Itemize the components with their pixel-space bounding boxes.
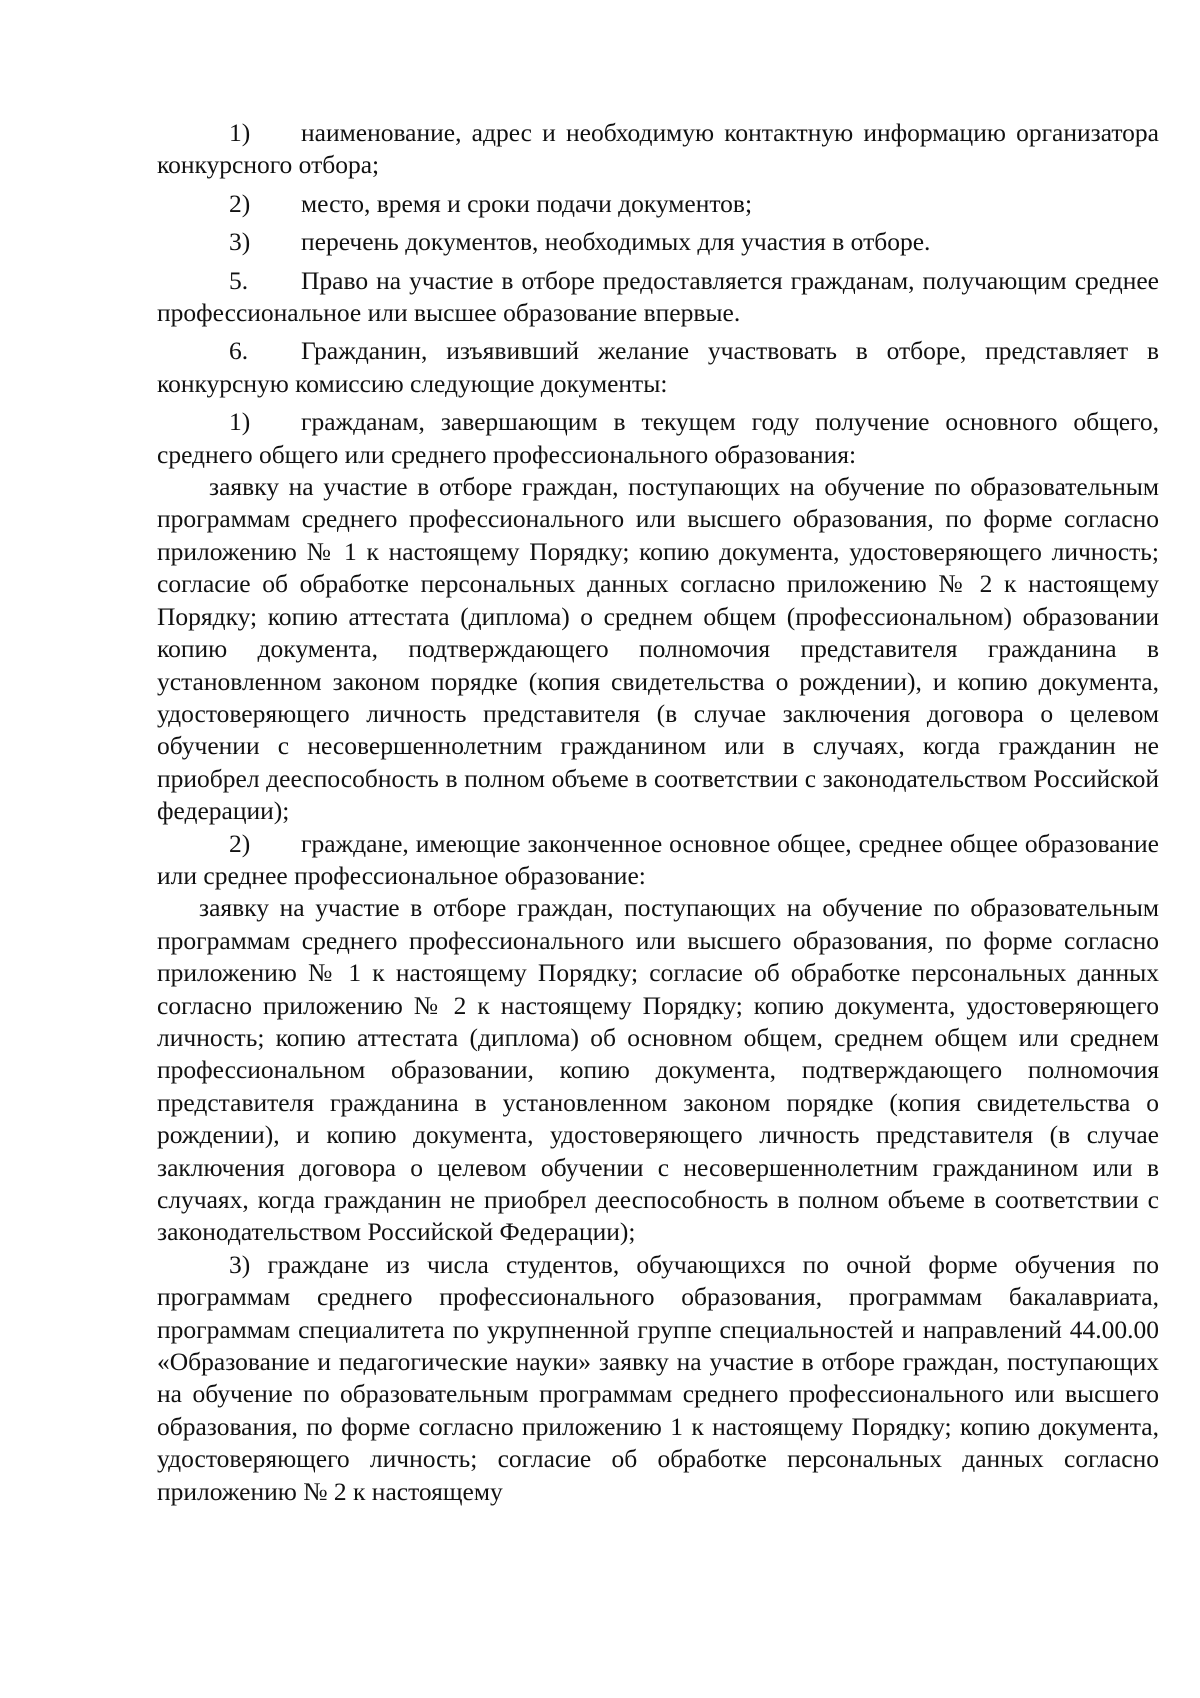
section-number: 6. <box>229 336 249 366</box>
item-number: 3) <box>229 227 251 257</box>
paragraph-section-6 <box>157 335 1159 400</box>
item-number: 2) <box>229 828 251 858</box>
item-number: 1) <box>229 118 251 147</box>
item-text: перечень документов, необходимых для участия в отборе. <box>301 227 931 257</box>
document-body <box>157 117 1159 1508</box>
section-number: 5. <box>229 265 249 295</box>
paragraph-item-3 <box>157 226 1159 258</box>
paragraph-subitem-1 <box>157 406 1159 471</box>
item-text: гражданам, завершающим в текущем году получение основного общего, среднего общего или среднего профессионального образования: <box>157 407 1159 469</box>
item-number: 2) <box>229 188 251 218</box>
item-text: граждане, имеющие законченное основное общее, среднее общее образование или среднее профессиональное образование: <box>157 828 1159 890</box>
paragraph-item-1 <box>157 117 1159 182</box>
section-text: Право на участие в отборе предоставляется гражданам, получающим среднее профессиональное или высшее образование впервые. <box>157 265 1159 328</box>
paragraph-application-1: заявку на участие в отборе граждан, поступающих на обучение по образовательным программам среднего профессионального или высшего образования, по форме согласно приложению № 1 к настоящему Порядку; копию документа, удостоверяющего личность; согласие об обработке персональных данных согласно приложению № 2 к настоящему Порядку; копию аттестата (диплома) о среднем общем (профессиональном) образовании копию документа, подтверждающего полномочия представителя гражданина в установленном законом порядке (копия свидетельства о рождении), и копию документа, удостоверяющего личность представителя (в случае заключения договора о целевом обучении с несовершеннолетним гражданином или в случаях, когда гражданин не приобрел дееспособность в полном объеме в соответствии с законодательством Российской федерации); <box>157 472 1159 826</box>
paragraph-section-5 <box>157 265 1159 330</box>
paragraph-item-2 <box>157 188 1159 220</box>
paragraph-application-2: заявку на участие в отборе граждан, поступающих на обучение по образовательным программам среднего профессионального или высшего образования, по форме согласно приложению № 1 к настоящему Порядку; согласие об обработке персональных данных согласно приложению № 2 к настоящему Порядку; копию документа, удостоверяющего личность; копию аттестата (диплома) об основном общем, среднем общем или среднем профессиональном образовании, копию документа, подтверждающего полномочия представителя гражданина в установленном законом порядке (копия свидетельства о рождении), и копию документа, удостоверяющего личность представителя (в случае заключения договора о целевом обучении с несовершеннолетним гражданином или в случаях, когда гражданин не приобрел дееспособность в полном объеме в соответствии с законодательством Российской Федерации); <box>157 893 1159 1247</box>
item-text: наименование, адрес и необходимую контактную информацию организатора конкурсного отбора; <box>157 118 1159 180</box>
paragraph-subitem-2 <box>157 828 1159 893</box>
section-text: Гражданин, изъявивший желание участвовать в отборе, представляет в конкурсную комиссию следующие документы: <box>157 336 1159 398</box>
item-text: место, время и сроки подачи документов; <box>301 188 753 218</box>
item-number: 1) <box>229 407 251 437</box>
paragraph-subitem-3: 3) граждане из числа студентов, обучающихся по очной форме обучения по программам среднего профессионального образования, программам бакалавриата, программам специалитета по укрупненной группе специальностей и направлений 44.00.00 «Образование и педагогические науки» заявку на участие в отборе граждан, поступающих на обучение по образовательным программам среднего профессионального или высшего образования, по форме согласно приложению 1 к настоящему Порядку; копию документа, удостоверяющего личность; согласие об обработке персональных данных согласно приложению № 2 к настоящему <box>157 1249 1159 1506</box>
